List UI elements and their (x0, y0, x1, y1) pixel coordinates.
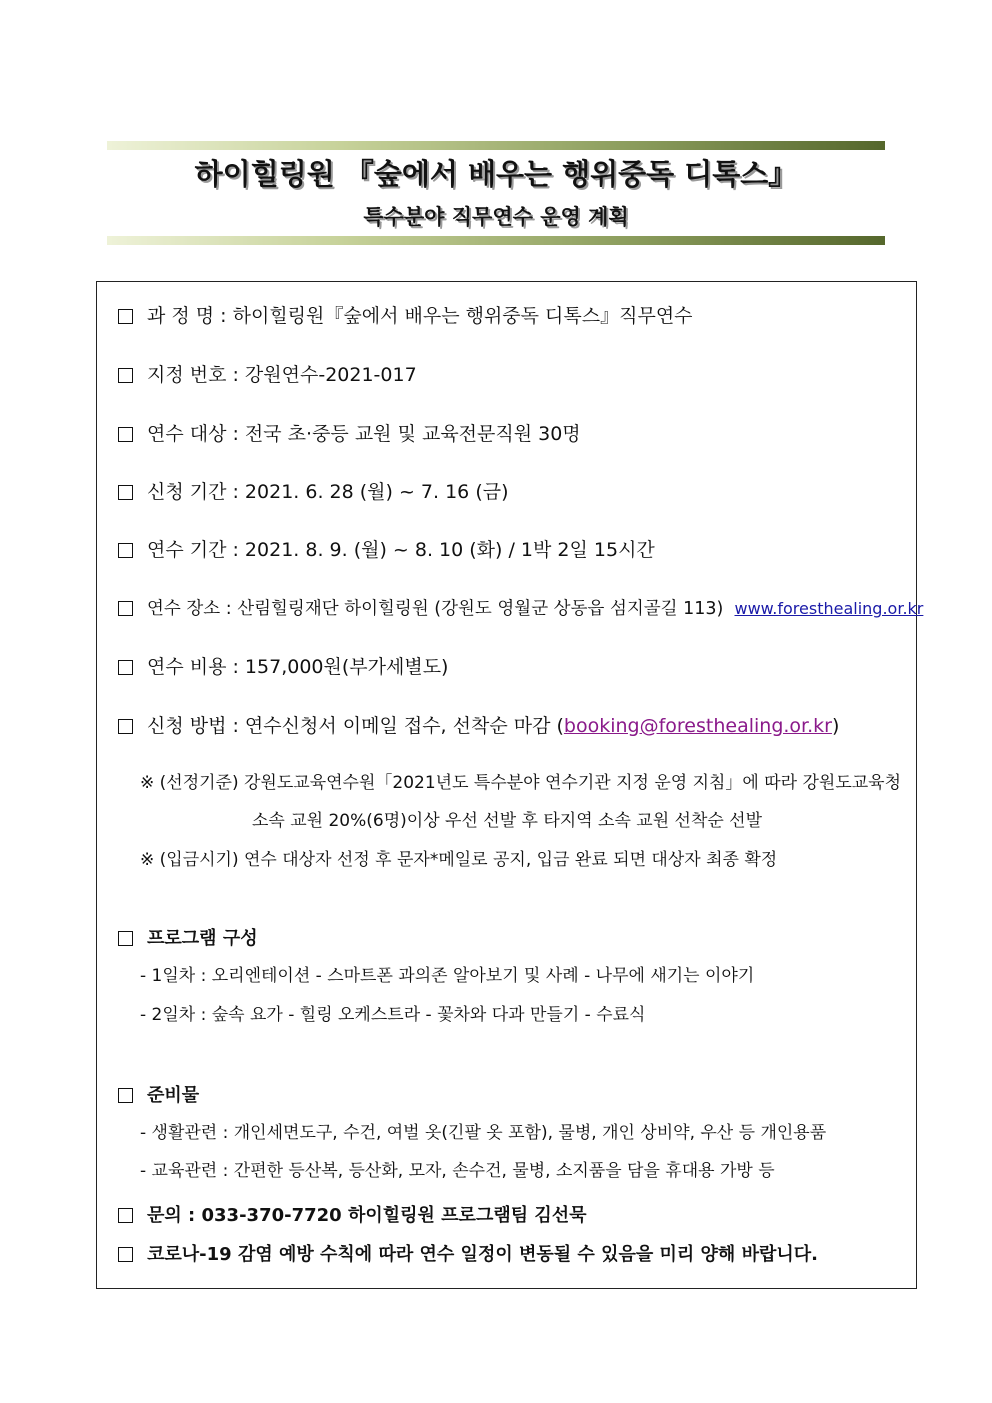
supplies-life: - 생활관련 : 개인세면도구, 수건, 여벌 옷(긴팔 옷 포함), 물병, 개인 상비약, 우산 등 개인용품 (140, 1123, 827, 1143)
checkbox-icon (118, 485, 133, 500)
program-day1: - 1일차 : 오리엔테이션 - 스마트폰 과의존 알아보기 및 사례 - 나무에 새기는 이야기 (140, 966, 755, 986)
checkbox-icon (118, 309, 133, 324)
covid-notice: 코로나-19 감염 예방 수칙에 따라 연수 일정이 변동될 수 있음을 미리 양해 바랍니다. (118, 1242, 818, 1268)
checkbox-icon (118, 660, 133, 675)
note-payment-timing: ※ (입금시기) 연수 대상자 선정 후 문자*메일로 공지, 입금 완료 되면 대상자 최종 확정 (140, 850, 778, 870)
checkbox-icon (118, 931, 133, 946)
note-selection-criteria: ※ (선정기준) 강원도교육연수원「2021년도 특수분야 연수기관 지정 운영 지침」에 따라 강원도교육청 (140, 773, 902, 793)
header-top-bar (107, 141, 885, 150)
checkbox-icon (118, 1247, 133, 1262)
supplies-edu: - 교육관련 : 간편한 등산복, 등산화, 모자, 손수건, 물병, 소지품을 담을 휴대용 가방 등 (140, 1161, 775, 1181)
item-application-method: 신청 방법 : 연수신청서 이메일 접수, 선착순 마감 (booking@foresthealing.or.kr) (118, 713, 839, 739)
page-subtitle: 특수분야 직무연수 운영 계획 (363, 205, 629, 229)
supplies-heading: 준비물 (118, 1083, 199, 1109)
email-link[interactable]: booking@foresthealing.or.kr (563, 715, 832, 737)
website-link[interactable]: www.foresthealing.or.kr (734, 599, 924, 618)
program-day2: - 2일차 : 숲속 요가 - 힐링 오케스트라 - 꽃차와 다과 만들기 - 수료식 (140, 1005, 646, 1025)
page-title: 하이힐링원 『숲에서 배우는 행위중독 디톡스』 (194, 157, 798, 191)
checkbox-icon (118, 1208, 133, 1223)
item-cost: 연수 비용 : 157,000원(부가세별도) (118, 654, 448, 680)
header-bottom-bar (107, 236, 885, 245)
item-application-period: 신청 기간 : 2021. 6. 28 (월) ~ 7. 16 (금) (118, 479, 509, 505)
checkbox-icon (118, 1088, 133, 1103)
checkbox-icon (118, 719, 133, 734)
checkbox-icon (118, 601, 133, 616)
item-course-name: 과 정 명 : 하이힐링원『숲에서 배우는 행위중독 디톡스』직무연수 (118, 303, 693, 329)
item-location: 연수 장소 : 산림힐링재단 하이힐링원 (강원도 영월군 상동읍 섬지골길 113) www.foresthealing.or.kr (118, 596, 923, 622)
item-training-period: 연수 기간 : 2021. 8. 9. (월) ~ 8. 10 (화) / 1박 2일 15시간 (118, 537, 655, 563)
item-target: 연수 대상 : 전국 초·중등 교원 및 교육전문직원 30명 (118, 421, 581, 447)
checkbox-icon (118, 427, 133, 442)
checkbox-icon (118, 543, 133, 558)
item-designation-number: 지정 번호 : 강원연수-2021-017 (118, 362, 417, 388)
contact-line: 문의 : 033-370-7720 하이힐링원 프로그램팀 김선묵 (118, 1203, 587, 1229)
program-heading: 프로그램 구성 (118, 926, 258, 952)
checkbox-icon (118, 368, 133, 383)
note-selection-criteria-cont: 소속 교원 20%(6명)이상 우선 선발 후 타지역 소속 교원 선착순 선발 (252, 811, 763, 831)
